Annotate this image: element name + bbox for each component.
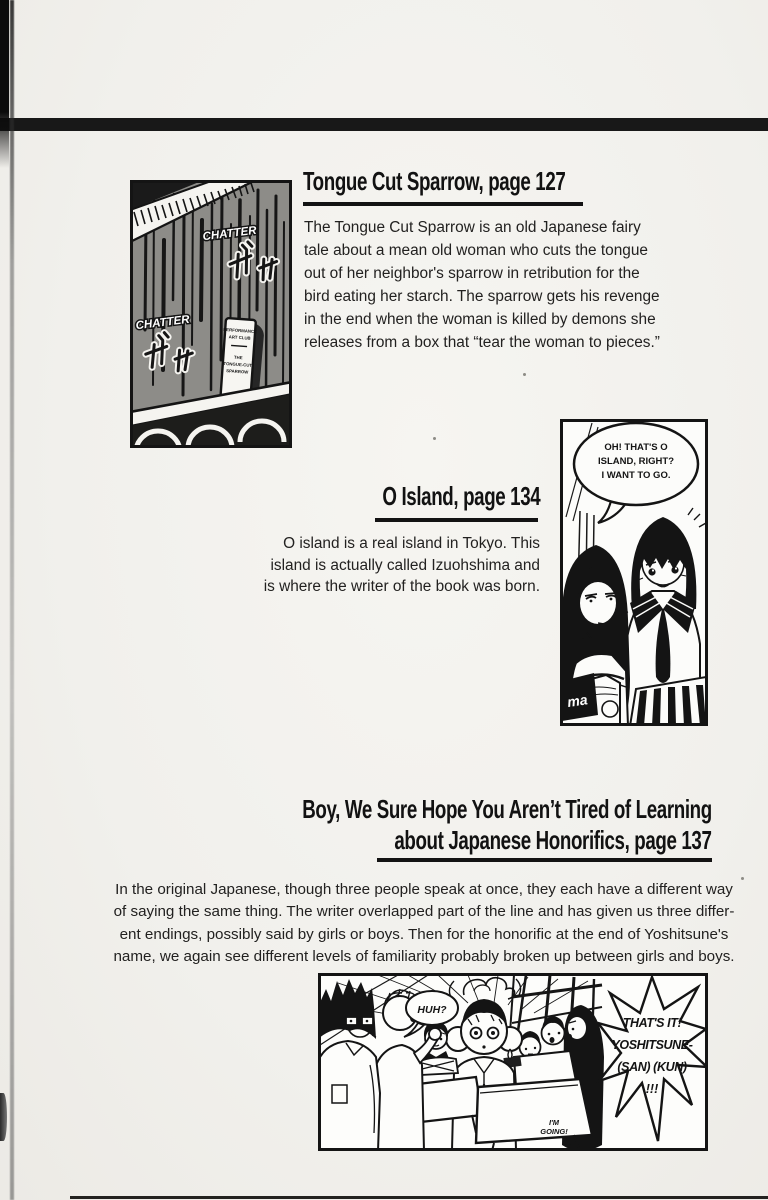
bubble-text: ISLAND, RIGHT? [598,456,674,467]
heading-underline [303,202,583,206]
manga-panel-curtain [130,180,292,453]
manga-panel-classroom [318,973,708,1156]
sfx-chatter-text: CHATTER [202,224,258,244]
open-book [562,673,620,726]
body-line: of saying the same thing. The writer overlapped part of the line and has given us three differ- [113,903,735,921]
body-line: in the end when the woman is killed by demons she [304,311,656,328]
going-text: I'M [548,1118,560,1127]
burst-text: THAT'S IT! [622,1016,682,1030]
body-line: The Tongue Cut Sparrow is an old Japanese fairy [304,219,641,236]
sign-text: TONGUE-CUT [223,360,253,368]
body-line: releases from a box that “tear the woman to pieces.” [304,334,660,351]
going-text: GOING! [540,1127,568,1136]
burst-text: (SAN) (KUN) [617,1060,687,1074]
body-line: bird eating her starch. The sparrow gets his revenge [304,288,660,305]
page-crease-line [10,0,14,1200]
body-line: is where the writer of the book was born. [263,578,540,595]
scan-speck [523,373,526,376]
body-line: out of her neighbor's sparrow in retribution for the [304,265,640,282]
section-heading [321,481,540,512]
section-heading [143,794,712,856]
page-bottom-edge [70,1196,768,1199]
section-heading-text: Tongue Cut Sparrow, page 127 [303,166,566,196]
page-gutter-bar [0,118,768,131]
section-heading [303,166,668,197]
book-cover-text: ma [566,691,589,710]
heading-underline [377,858,712,862]
burst-text: !!! [645,1082,659,1096]
body-line: name, we again see different levels of familiarity probably broken up between girls and boys. [113,947,735,965]
heading-underline [375,518,538,522]
body-line: In the original Japanese, though three people speak at once, they each have a different way [115,881,733,898]
page-edge-shadow-top [0,0,9,170]
sign-text: PERFORMANCE [223,326,258,335]
page-edge-shadow-bottom [0,1093,7,1141]
body-line: tale about a mean old woman who cuts the tongue [304,242,648,259]
section-heading-text: O Island, page 134 [382,481,540,511]
sfx-chatter-text: CHATTER [135,313,191,333]
sign-text: THE [233,354,243,361]
student-glasses-boy [318,979,380,1151]
section-heading-text: Boy, We Sure Hope You Aren’t Tired of Learning [302,794,712,824]
sign-text: SPARROW [226,368,249,375]
section-body [100,879,748,968]
sign-text: ART CLUB [228,334,251,341]
scan-speck [433,437,436,440]
bubble-text: I WANT TO GO. [601,470,671,481]
huh-bubble-text: HUH? [417,1004,447,1016]
section-body [304,216,660,354]
section-body [264,533,540,598]
manga-panel-girls [560,419,708,731]
body-line: ent endings, possibly said by girls or boys. Then for the honorific at the end of Yoshitsune's [119,925,729,943]
bubble-text: OH! THAT'S O [604,442,668,453]
burst-text: YOSHITSUNE- [611,1038,693,1052]
body-line: island is actually called Izuohshima and [270,556,540,574]
section-heading-text: about Japanese Honorifics, page 137 [394,825,712,855]
body-line: O island is a real island in Tokyo. This [283,535,540,552]
